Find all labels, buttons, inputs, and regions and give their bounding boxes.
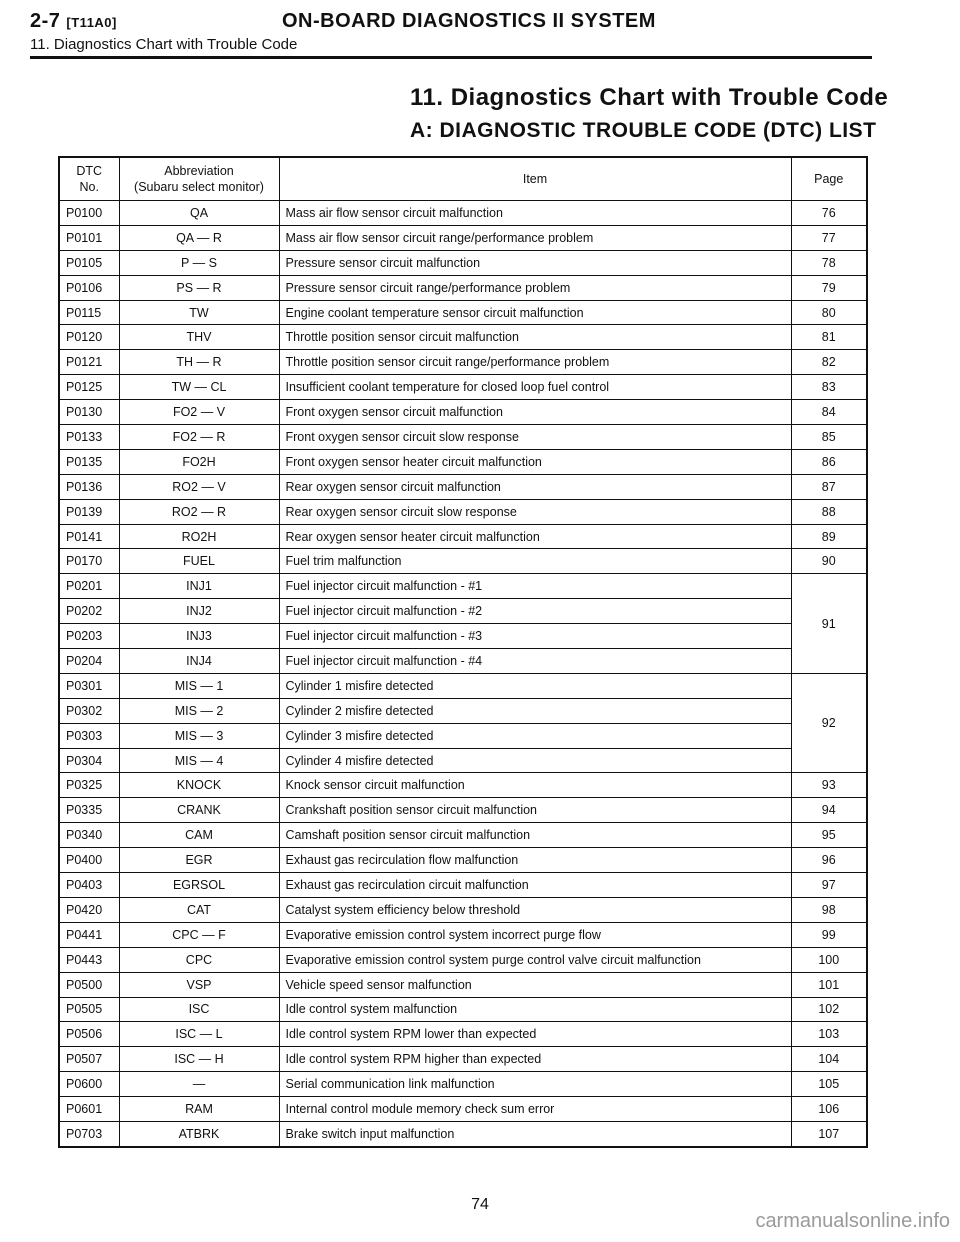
page-cell: 105 [791,1072,867,1097]
dtc-code-cell: P0505 [59,997,119,1022]
abbreviation-cell: ISC [119,997,279,1022]
abbreviation-cell: FUEL [119,549,279,574]
dtc-code-cell: P0302 [59,698,119,723]
header-dtc-line1: DTC [76,164,103,178]
page-cell: 97 [791,873,867,898]
item-cell: Vehicle speed sensor malfunction [279,972,791,997]
item-cell: Knock sensor circuit malfunction [279,773,791,798]
dtc-code-cell: P0100 [59,201,119,226]
section-number [30,10,117,33]
dtc-code-cell: P0703 [59,1121,119,1146]
item-cell: Fuel injector circuit malfunction - #4 [279,649,791,674]
dtc-code-cell: P0204 [59,649,119,674]
abbreviation-cell: RO2H [119,524,279,549]
abbreviation-cell: INJ3 [119,624,279,649]
dtc-code-cell: P0600 [59,1072,119,1097]
page-cell: 77 [791,225,867,250]
dtc-code-cell: P0304 [59,748,119,773]
page-cell: 90 [791,549,867,574]
dtc-code-cell: P0340 [59,823,119,848]
table-row [59,425,867,450]
dtc-code-cell: P0335 [59,798,119,823]
table-row [59,275,867,300]
page-cell: 96 [791,848,867,873]
abbreviation-cell: P — S [119,250,279,275]
item-cell: Evaporative emission control system incorrect purge flow [279,922,791,947]
page-cell: 104 [791,1047,867,1072]
abbreviation-cell: MIS — 4 [119,748,279,773]
abbreviation-cell: QA [119,201,279,226]
item-cell: Front oxygen sensor heater circuit malfunction [279,449,791,474]
table-row [59,723,867,748]
item-cell: Mass air flow sensor circuit range/performance problem [279,225,791,250]
dtc-code-cell: P0403 [59,873,119,898]
abbreviation-cell: VSP [119,972,279,997]
table-row [59,748,867,773]
dtc-code-cell: P0441 [59,922,119,947]
page-cell: 87 [791,474,867,499]
table-row [59,773,867,798]
abbreviation-cell: CPC [119,947,279,972]
item-cell: Insufficient coolant temperature for closed loop fuel control [279,375,791,400]
abbreviation-cell: CPC — F [119,922,279,947]
table-row [59,947,867,972]
item-cell: Throttle position sensor circuit malfunction [279,325,791,350]
table-row [59,997,867,1022]
dtc-code-cell: P0202 [59,599,119,624]
item-cell: Catalyst system efficiency below threshold [279,897,791,922]
dtc-code-cell: P0443 [59,947,119,972]
item-cell: Evaporative emission control system purge control valve circuit malfunction [279,947,791,972]
dtc-code-cell: P0120 [59,325,119,350]
item-cell: Rear oxygen sensor heater circuit malfunction [279,524,791,549]
dtc-code-cell: P0141 [59,524,119,549]
header-abbr-line1: Abbreviation [164,164,234,178]
item-cell: Mass air flow sensor circuit malfunction [279,201,791,226]
table-row [59,972,867,997]
page-cell: 102 [791,997,867,1022]
item-cell: Cylinder 4 misfire detected [279,748,791,773]
header-divider [30,56,872,59]
table-row [59,673,867,698]
item-cell: Fuel injector circuit malfunction - #1 [279,574,791,599]
item-cell: Cylinder 3 misfire detected [279,723,791,748]
section-number-text: 2-7 [30,10,61,32]
page-header-title: ON-BOARD DIAGNOSTICS II SYSTEM [282,10,656,32]
item-cell: Fuel injector circuit malfunction - #3 [279,624,791,649]
abbreviation-cell: TW — CL [119,375,279,400]
dtc-code-cell: P0125 [59,375,119,400]
item-cell: Pressure sensor circuit range/performance problem [279,275,791,300]
dtc-code-cell: P0325 [59,773,119,798]
abbreviation-cell: KNOCK [119,773,279,798]
abbreviation-cell: MIS — 2 [119,698,279,723]
item-cell: Brake switch input malfunction [279,1121,791,1146]
dtc-code-cell: P0101 [59,225,119,250]
page-cell: 81 [791,325,867,350]
dtc-code-cell: P0201 [59,574,119,599]
dtc-code-cell: P0105 [59,250,119,275]
dtc-code-cell: P0303 [59,723,119,748]
table-row [59,300,867,325]
abbreviation-cell: EGRSOL [119,873,279,898]
dtc-code-cell: P0121 [59,350,119,375]
header-dtc-line2: No. [79,180,99,194]
table-row [59,449,867,474]
dtc-code-cell: P0170 [59,549,119,574]
page-cell: 89 [791,524,867,549]
table-row [59,698,867,723]
abbreviation-cell: PS — R [119,275,279,300]
table-row [59,499,867,524]
item-cell: Cylinder 1 misfire detected [279,673,791,698]
section-subtitle: A: DIAGNOSTIC TROUBLE CODE (DTC) LIST [410,119,877,142]
abbreviation-cell: RAM [119,1097,279,1122]
page-cell: 79 [791,275,867,300]
abbreviation-cell: RO2 — R [119,499,279,524]
dtc-code-cell: P0136 [59,474,119,499]
abbreviation-cell: EGR [119,848,279,873]
dtc-code-cell: P0139 [59,499,119,524]
table-header-row [59,157,867,201]
table-row [59,250,867,275]
item-cell: Cylinder 2 misfire detected [279,698,791,723]
dtc-code-cell: P0203 [59,624,119,649]
abbreviation-cell: MIS — 3 [119,723,279,748]
table-row [59,474,867,499]
table-row [59,1047,867,1072]
abbreviation-cell: RO2 — V [119,474,279,499]
page-cell: 103 [791,1022,867,1047]
page-cell: 86 [791,449,867,474]
table-row [59,350,867,375]
dtc-code-cell: P0507 [59,1047,119,1072]
item-cell: Throttle position sensor circuit range/performance problem [279,350,791,375]
item-cell: Engine coolant temperature sensor circuit malfunction [279,300,791,325]
header-item: Item [279,157,791,201]
page-cell: 88 [791,499,867,524]
page-cell: 106 [791,1097,867,1122]
header-dtc-no [59,157,119,201]
item-cell: Crankshaft position sensor circuit malfunction [279,798,791,823]
table-row [59,549,867,574]
page-cell: 99 [791,922,867,947]
dtc-code-cell: P0400 [59,848,119,873]
table-row [59,201,867,226]
page-cell: 91 [791,574,867,674]
section-title: 11. Diagnostics Chart with Trouble Code [410,84,889,111]
table-row [59,1097,867,1122]
item-cell: Front oxygen sensor circuit slow response [279,425,791,450]
table-row [59,1121,867,1146]
abbreviation-cell: INJ1 [119,574,279,599]
page-cell: 85 [791,425,867,450]
page-cell: 107 [791,1121,867,1146]
item-cell: Fuel trim malfunction [279,549,791,574]
dtc-table [58,156,868,1148]
item-cell: Rear oxygen sensor circuit slow response [279,499,791,524]
table-row [59,1022,867,1047]
table-row [59,599,867,624]
dtc-code-cell: P0130 [59,400,119,425]
page-cell: 80 [791,300,867,325]
page-cell: 84 [791,400,867,425]
dtc-code-cell: P0135 [59,449,119,474]
page-number: 74 [471,1196,489,1213]
section-code: [T11A0] [66,15,117,30]
abbreviation-cell: TH — R [119,350,279,375]
abbreviation-cell: FO2 — R [119,425,279,450]
page-cell: 82 [791,350,867,375]
abbreviation-cell: QA — R [119,225,279,250]
item-cell: Idle control system malfunction [279,997,791,1022]
page-cell: 94 [791,798,867,823]
dtc-code-cell: P0601 [59,1097,119,1122]
dtc-code-cell: P0420 [59,897,119,922]
page-cell: 98 [791,897,867,922]
page-cell: 92 [791,673,867,773]
table-row [59,897,867,922]
page-cell: 83 [791,375,867,400]
table-row [59,873,867,898]
table-row [59,325,867,350]
abbreviation-cell: ATBRK [119,1121,279,1146]
table-row [59,922,867,947]
page-cell: 93 [791,773,867,798]
abbreviation-cell: CRANK [119,798,279,823]
item-cell: Internal control module memory check sum error [279,1097,791,1122]
item-cell: Exhaust gas recirculation circuit malfunction [279,873,791,898]
table-row [59,375,867,400]
item-cell: Idle control system RPM higher than expected [279,1047,791,1072]
item-cell: Camshaft position sensor circuit malfunction [279,823,791,848]
page-cell: 100 [791,947,867,972]
table-row [59,225,867,250]
dtc-code-cell: P0506 [59,1022,119,1047]
item-cell: Serial communication link malfunction [279,1072,791,1097]
abbreviation-cell: FO2 — V [119,400,279,425]
item-cell: Pressure sensor circuit malfunction [279,250,791,275]
header-page: Page [791,157,867,201]
dtc-code-cell: P0115 [59,300,119,325]
table-row [59,1072,867,1097]
watermark: carmanualsonline.info [755,1210,950,1232]
abbreviation-cell: ISC — H [119,1047,279,1072]
abbreviation-cell: FO2H [119,449,279,474]
page-cell: 101 [791,972,867,997]
table-row [59,649,867,674]
table-body [59,201,867,1147]
table-row [59,798,867,823]
dtc-code-cell: P0301 [59,673,119,698]
table-row [59,624,867,649]
item-cell: Exhaust gas recirculation flow malfunction [279,848,791,873]
table-row [59,848,867,873]
page-header-subtitle: 11. Diagnostics Chart with Trouble Code [30,36,298,53]
header-abbreviation [119,157,279,201]
abbreviation-cell: INJ2 [119,599,279,624]
table-row [59,400,867,425]
table-row [59,823,867,848]
abbreviation-cell: MIS — 1 [119,673,279,698]
page-cell: 95 [791,823,867,848]
abbreviation-cell: CAT [119,897,279,922]
abbreviation-cell: INJ4 [119,649,279,674]
abbreviation-cell: ISC — L [119,1022,279,1047]
item-cell: Fuel injector circuit malfunction - #2 [279,599,791,624]
dtc-code-cell: P0106 [59,275,119,300]
abbreviation-cell: TW [119,300,279,325]
item-cell: Idle control system RPM lower than expected [279,1022,791,1047]
item-cell: Rear oxygen sensor circuit malfunction [279,474,791,499]
table-row [59,574,867,599]
header-abbr-line2: (Subaru select monitor) [134,180,264,194]
table-row [59,524,867,549]
page-cell: 76 [791,201,867,226]
item-cell: Front oxygen sensor circuit malfunction [279,400,791,425]
dtc-code-cell: P0500 [59,972,119,997]
page-cell: 78 [791,250,867,275]
abbreviation-cell: CAM [119,823,279,848]
abbreviation-cell: THV [119,325,279,350]
dtc-code-cell: P0133 [59,425,119,450]
abbreviation-cell: — [119,1072,279,1097]
